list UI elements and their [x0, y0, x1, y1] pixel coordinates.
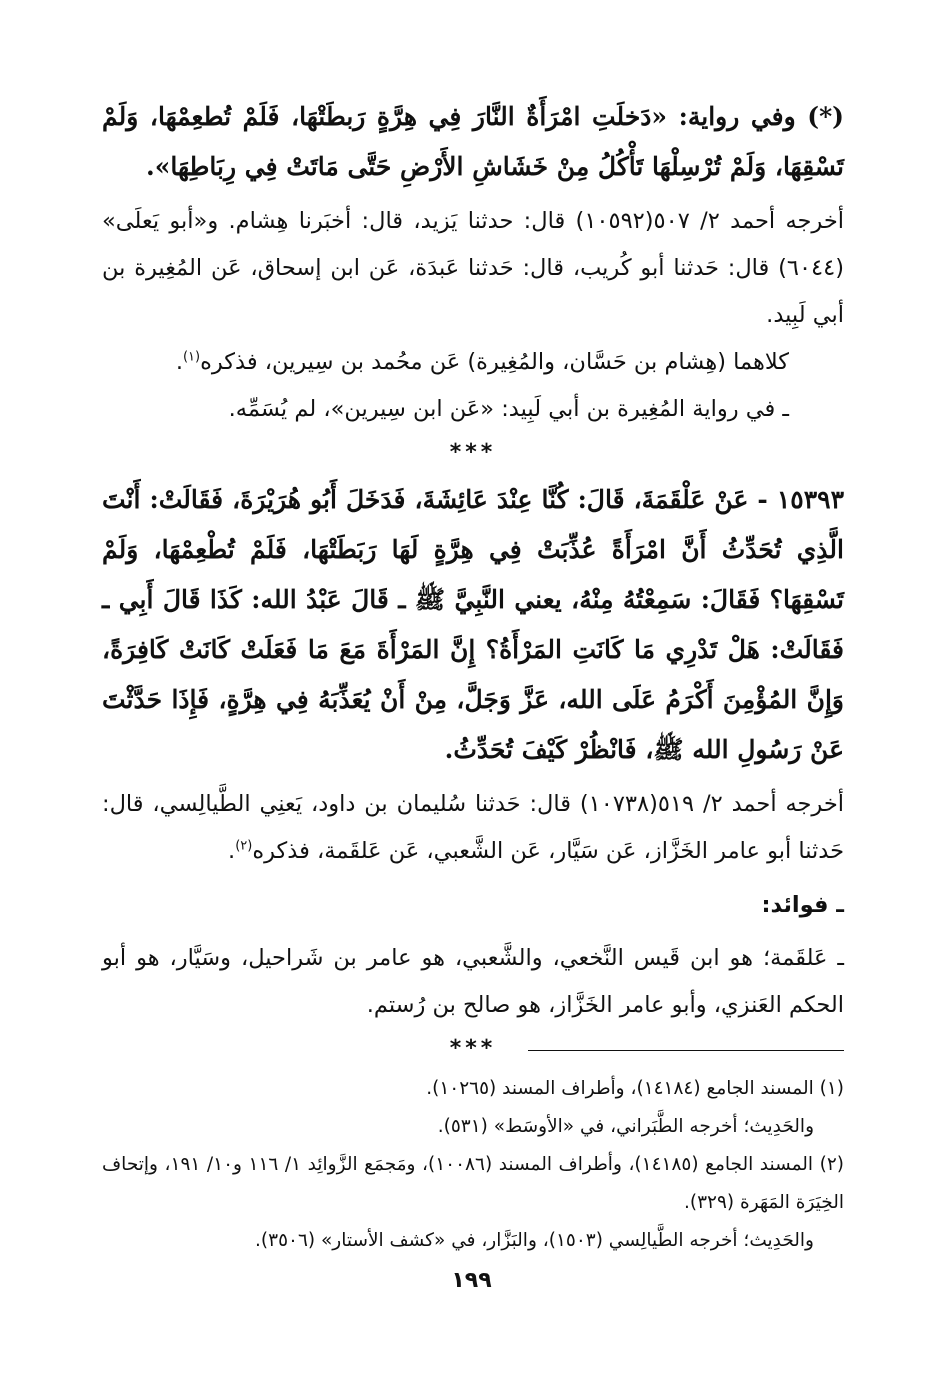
- fawaid-text: ـ عَلقَمة؛ هو ابن قَيس النَّخعي، والشَّعبي، هو عامر بن شَراحيل، وسَيَّار، هو أبو الحكم العَنزي، وأبو عامر الخَزَّاز، هو صالح بن رُستم.: [102, 945, 844, 1018]
- footnotes-section: [102, 1070, 844, 1260]
- footnote-marker-1[interactable]: (١): [182, 349, 201, 365]
- both-narrators-line: [102, 339, 844, 386]
- section-separator-stars-2: ***: [449, 1036, 497, 1061]
- page-number: ١٩٩: [451, 1268, 492, 1293]
- hadith-variant-text: (*) وفي رواية: «دَخلَتِ امْرَأَةٌ النَّارَ فِي هِرَّةٍ رَبطَتْهَا، فَلَمْ تُطعِمْهَا، وَلَمْ تَسْقِهَا، وَلَمْ تُرْسِلْهَا تَأْكُلُ مِنْ خَشَاشِ الأَرْضِ حَتَّى مَاتَتْ فِي رِبَاطِهَا».: [102, 102, 844, 181]
- page-body: [102, 92, 844, 1071]
- footnote-2-line-1: (٢) المسند الجامع (١٤١٨٥)، وأطراف المسند (١٠٠٨٦)، ومَجمَع الزَّوائِد ١/ ١١٦ و١٠/ ١٩١، وإتحاف الخِيَرَة المَهَرة (٣٢٩).: [102, 1154, 844, 1213]
- section-separator-stars: ***: [449, 440, 497, 465]
- footnote-divider: [528, 1050, 844, 1051]
- footnote-1-line-1: (١) المسند الجامع (١٤١٨٤)، وأطراف المسند (١٠٢٦٥).: [426, 1078, 844, 1099]
- both-narrators-end: .: [175, 349, 183, 375]
- footnote-1-line-2: والحَدِيث؛ أخرجه الطَّبَراني، في «الأوسَط» (٥٣١).: [437, 1116, 814, 1137]
- hadith-15393-text: ١٥٣٩٣ - عَنْ عَلْقَمَةَ، قَالَ: كُنَّا عِنْدَ عَائِشَةَ، فَدَخَلَ أَبُو هُرَيْرَةَ، فَقَالَتْ: أَنْتَ الَّذِي تُحَدِّثُ أَنَّ امْرَأَةً عُذِّبَتْ فِي هِرَّةٍ لَهَا رَبَطَتْهَا، فَلَمْ تُطْعِمْهَا، وَلَمْ تَسْقِهَا؟ فَقَالَ: سَمِعْتُهُ مِنْهُ، يعني النَّبِيَّ ﷺ ـ قَالَ عَبْدُ الله: كَذَا قَالَ أَبِي ـ فَقَالَتْ: هَلْ تَدْرِي مَا كَانَتِ المَرْأَةُ؟ إِنَّ المَرْأَةَ مَعَ مَا فَعَلَتْ كَانَتْ كَافِرَةً، وَإِنَّ المُؤْمِنَ أَكْرَمُ عَلَى الله، عَزَّ وَجَلَّ، مِنْ أَنْ يُعَذِّبَهُ فِي هِرَّةٍ، فَإِذَا حَدَّثْتَ عَنْ رَسُولِ الله ﷺ، فَانْظُرْ كَيْفَ تُحَدِّثُ.: [102, 485, 844, 764]
- footnote-2-line-2: والحَدِيث؛ أخرجه الطَّيالِسي (١٥٠٣)، والبَزَّار، في «كشف الأستار» (٣٥٠٦).: [255, 1230, 814, 1251]
- takhrij-paragraph-1: أخرجه أحمد ٢/ ٥٠٧(١٠٥٩٢) قال: حدثنا يَزيد، قال: أخبَرنا هِشام. و«أبو يَعلَى» (٦٠٤٤) قال: حَدثنا أبو كُريب، قال: حَدثنا عَبدَة، عَن ابن إسحاق، عَن المُغِيرة بن أبي لَبِيد.: [102, 208, 845, 328]
- takhrij-2-text: أخرجه أحمد ٢/ ٥١٩(١٠٧٣٨) قال: حَدثنا سُليمان بن داود، يَعنِي الطَّيالِسي، قال: حَدثنا أبو عامر الخَزَّاز، عَن سَيَّار، عَن الشَّعبي، عَن عَلقَمة، فذكره: [102, 791, 844, 864]
- takhrij-paragraph-2: [102, 781, 844, 875]
- fawaid-heading: ـ فوائد:: [761, 892, 844, 918]
- both-narrators-text: كلاهما (هِشام بن حَسَّان، والمُغِيرة) عَن محُمد بن سِيرين، فذكره: [200, 349, 789, 375]
- footnote-marker-2[interactable]: (٢): [235, 838, 253, 854]
- takhrij-2-end: .: [228, 838, 236, 864]
- narration-note-line: ـ في رواية المُغِيرة بن أبي لَبِيد: «عَن ابن سِيرين»، لم يُسَمِّه.: [228, 396, 789, 422]
